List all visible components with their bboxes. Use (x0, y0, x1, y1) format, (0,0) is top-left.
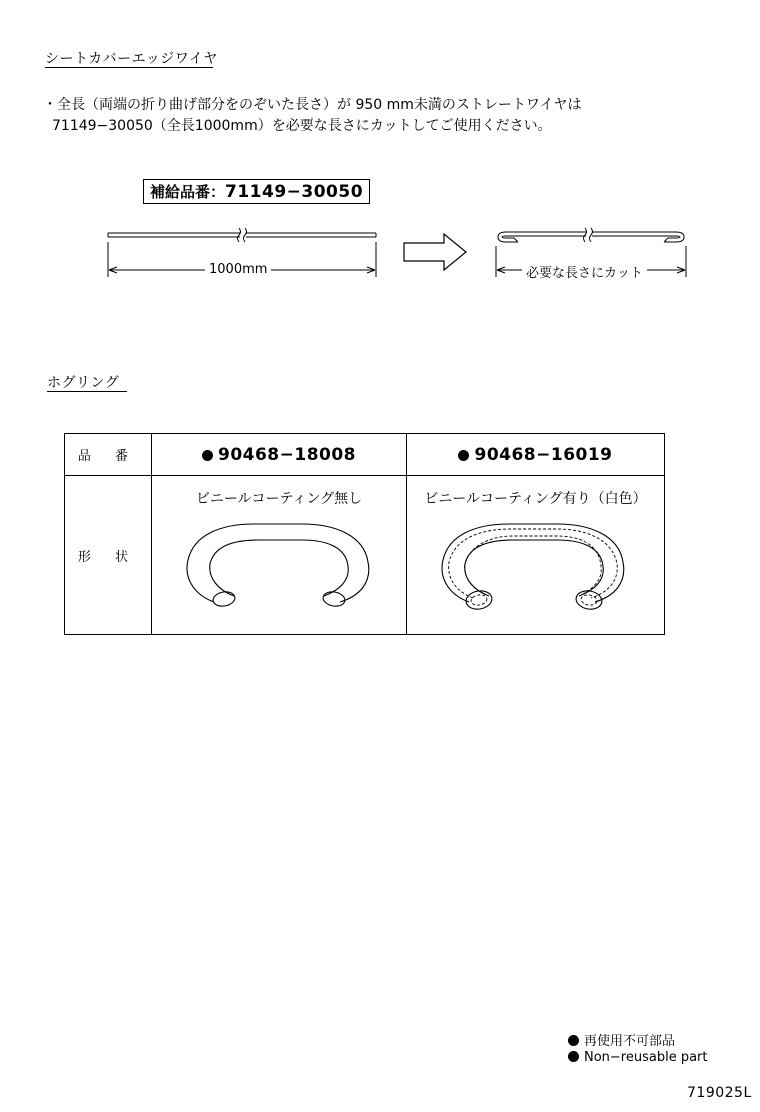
non-reusable-dot-icon (202, 450, 213, 461)
description-1: ビニールコーティング無し (195, 491, 363, 507)
table-row (65, 476, 665, 635)
legend-japanese: 再使用不可部品 (568, 1030, 675, 1049)
hog-ring-uncoated-icon (152, 510, 406, 620)
part-number-cell-1 (152, 434, 407, 476)
length-label: 1000mm (205, 262, 271, 277)
non-reusable-dot-icon (568, 1051, 579, 1062)
section2-heading: ホグリング (47, 375, 120, 391)
section1-heading: シートカバーエッジワイヤ (45, 51, 218, 67)
non-reusable-dot-icon (458, 450, 469, 461)
arrow-right-icon (400, 232, 472, 274)
table-row (65, 434, 665, 476)
section1-heading-underline (45, 67, 213, 68)
cut-label: 必要な長さにカット (522, 262, 647, 281)
straight-wire (108, 228, 376, 242)
supply-part-number-box (143, 179, 370, 204)
part-number-1: 90468−18008 (152, 445, 406, 465)
hog-ring-coated-icon (407, 510, 664, 620)
part-number-2: 90468−16019 (407, 445, 664, 465)
part-number-cell-2 (407, 434, 665, 476)
shape-header-cell (65, 476, 152, 635)
illustration-code: 719025L (687, 1085, 752, 1101)
section1-note-line1: ・全長（両端の折り曲げ部分をのぞいた長さ）が 950 mm未満のストレートワイヤは (43, 97, 582, 113)
non-reusable-dot-icon (568, 1035, 579, 1046)
shape-header: 形 状 (77, 549, 139, 565)
part-number-header: 品 番 (77, 449, 139, 464)
supply-number: 71149−30050 (225, 182, 364, 202)
description-2: ビニールコーティング有り（白色） (424, 491, 647, 507)
shape-cell-2 (407, 476, 665, 635)
bent-wire (498, 228, 684, 242)
section2-heading-underline (47, 391, 127, 392)
legend-english: Non−reusable part (568, 1050, 708, 1065)
hog-ring-table (64, 433, 665, 635)
shape-cell-1 (152, 476, 407, 635)
part-number-header-cell (65, 434, 152, 476)
section1-note-line2: 71149−30050（全長1000mm）を必要な長さにカットしてご使用ください。 (52, 118, 552, 134)
supply-label: 補給品番： (150, 183, 226, 201)
